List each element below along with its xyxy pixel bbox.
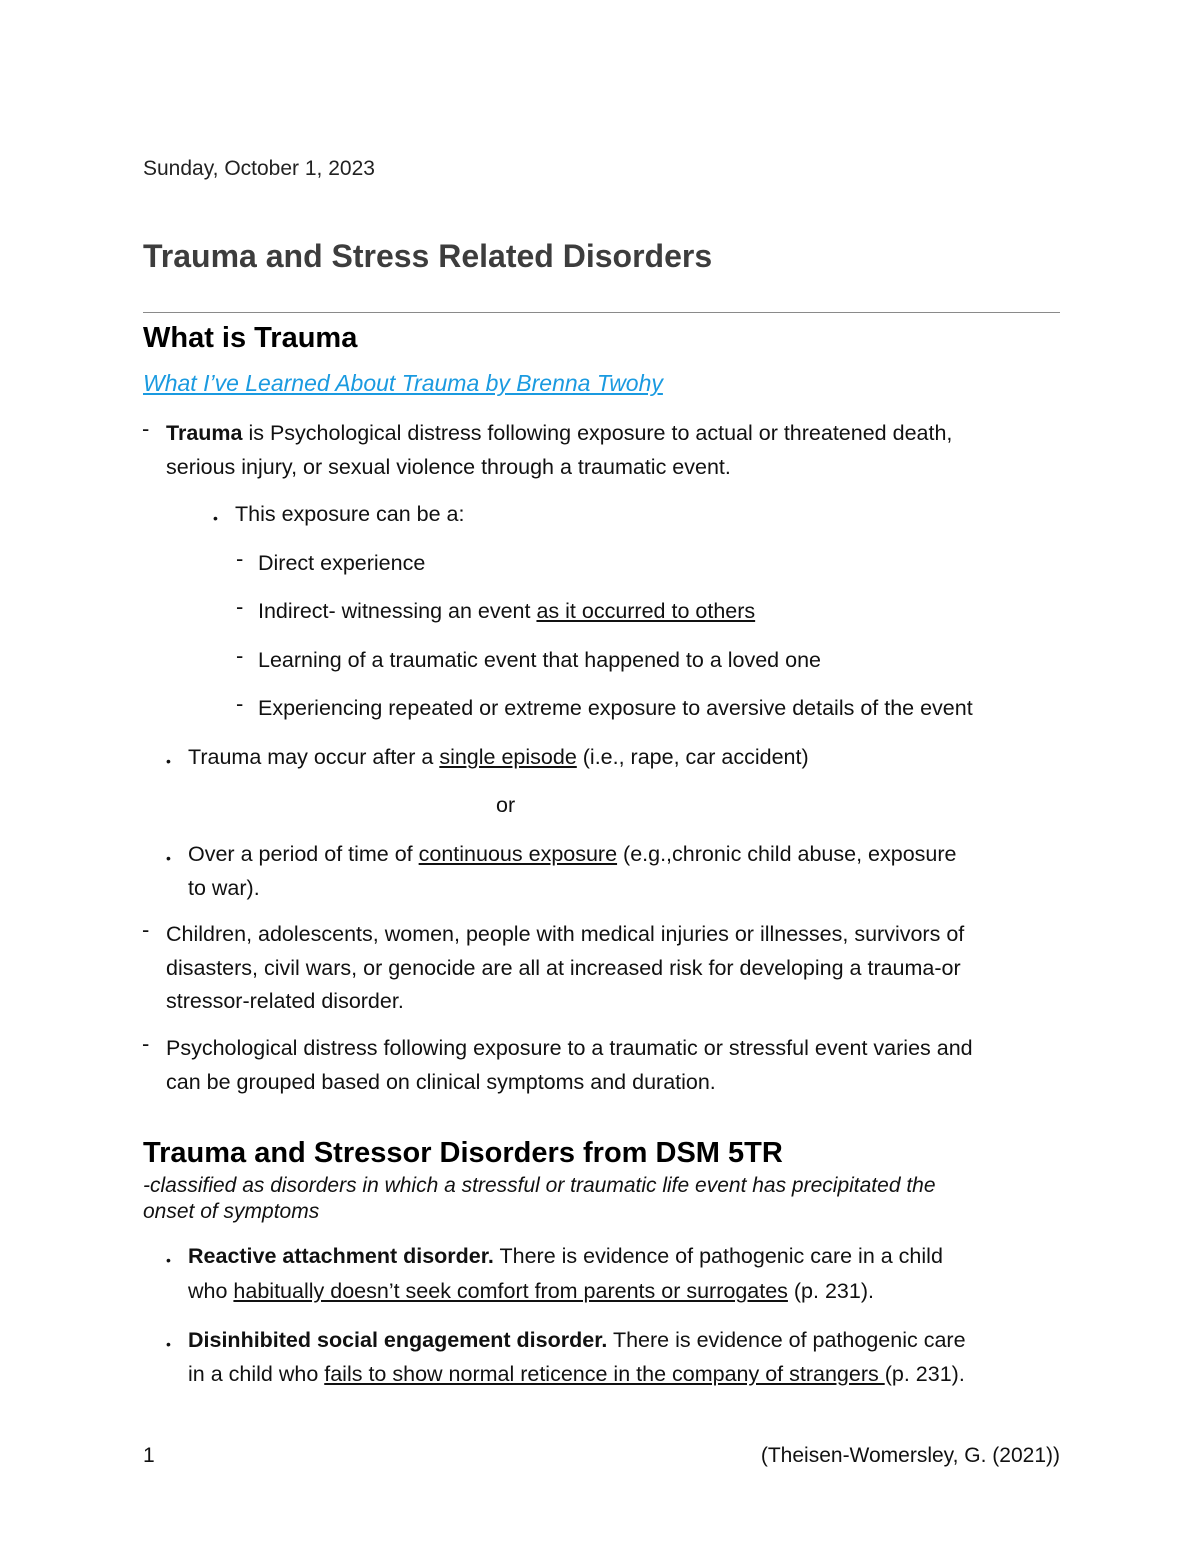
- risk-groups-line3: stressor-related disorder.: [166, 989, 404, 1013]
- continuous-exposure-text: Over a period of time of: [188, 842, 419, 866]
- dsed-description: There is evidence of pathogenic care: [607, 1328, 966, 1352]
- trauma-definition-text: is Psychological distress following exposure to actual or threatened death,: [242, 421, 953, 445]
- document-date: Sunday, October 1, 2023: [143, 157, 375, 180]
- dash-bullet-icon: -: [236, 691, 244, 716]
- risk-groups-line1: Children, adolescents, women, people with medical injuries or illnesses, survivors of: [166, 922, 965, 946]
- rad-term: Reactive attachment disorder.: [188, 1244, 494, 1268]
- dsed-page-ref: (p. 231).: [884, 1362, 965, 1386]
- bullet-icon: •: [166, 1336, 171, 1352]
- rad-line2-text: who: [188, 1279, 234, 1303]
- rad-line1: [188, 1244, 943, 1269]
- single-episode-underlined: single episode: [439, 745, 577, 769]
- or-connector: or: [496, 793, 516, 817]
- section-subtitle-line1: -classified as disorders in which a stressful or traumatic life event has precipitated the: [143, 1174, 936, 1197]
- exposure-direct: Direct experience: [258, 551, 426, 575]
- trauma-term: Trauma: [166, 421, 243, 445]
- dsed-line1: [188, 1328, 966, 1353]
- rad-description: There is evidence of pathogenic care in a child: [493, 1244, 943, 1268]
- continuous-exposure-line1: [188, 842, 956, 867]
- bullet-icon: •: [166, 1252, 171, 1268]
- section-heading-dsm-disorders: Trauma and Stressor Disorders from DSM 5TR: [143, 1137, 783, 1169]
- document-title: Trauma and Stress Related Disorders: [143, 238, 713, 274]
- bullet-icon: •: [166, 753, 171, 769]
- dsed-line2: [188, 1362, 965, 1387]
- dash-bullet-icon: -: [236, 643, 244, 668]
- title-divider: [143, 312, 1060, 313]
- section-subtitle-line2: onset of symptoms: [143, 1200, 320, 1223]
- footer-citation: (Theisen-Womersley, G. (2021)): [760, 1444, 1060, 1467]
- trauma-definition-line1: [166, 421, 952, 446]
- bullet-icon: •: [166, 850, 171, 866]
- continuous-exposure-line2: to war).: [188, 876, 260, 900]
- single-episode-item: [188, 745, 809, 770]
- rad-page-ref: (p. 231).: [787, 1279, 874, 1303]
- rad-underlined: habitually doesn’t seek comfort from parents or surrogates: [233, 1279, 788, 1303]
- page-number: 1: [143, 1444, 155, 1467]
- exposure-indirect-underlined: as it occurred to others: [536, 599, 756, 623]
- single-episode-examples: (i.e., rape, car accident): [576, 745, 809, 769]
- exposure-indirect: [258, 599, 755, 624]
- dsed-underlined: fails to show normal reticence in the company of strangers: [324, 1362, 885, 1386]
- brenna-twohy-link[interactable]: What I’ve Learned About Trauma by Brenna Twohy: [143, 370, 663, 396]
- risk-groups-line2: disasters, civil wars, or genocide are all at increased risk for developing a trauma-or: [166, 956, 961, 980]
- dsed-line2-text: in a child who: [188, 1362, 325, 1386]
- trauma-definition-line2: serious injury, or sexual violence through a traumatic event.: [166, 455, 731, 479]
- rad-line2: [188, 1279, 874, 1304]
- bullet-icon: •: [213, 510, 218, 526]
- exposure-repeated: Experiencing repeated or extreme exposure to aversive details of the event: [258, 696, 973, 720]
- dash-bullet-icon: -: [236, 546, 244, 571]
- section-heading-what-is-trauma: What is Trauma: [143, 322, 358, 354]
- dash-bullet-icon: -: [142, 1031, 150, 1056]
- exposure-intro: This exposure can be a:: [235, 502, 465, 526]
- single-episode-text: Trauma may occur after a: [188, 745, 440, 769]
- dsed-term: Disinhibited social engagement disorder.: [188, 1328, 608, 1352]
- exposure-learning: Learning of a traumatic event that happened to a loved one: [258, 648, 821, 672]
- continuous-exposure-examples: (e.g.,chronic child abuse, exposure: [617, 842, 957, 866]
- exposure-indirect-text: Indirect- witnessing an event: [258, 599, 537, 623]
- distress-line1: Psychological distress following exposure to a traumatic or stressful event varies and: [166, 1036, 973, 1060]
- dash-bullet-icon: -: [236, 594, 244, 619]
- continuous-exposure-underlined: continuous exposure: [418, 842, 618, 866]
- dash-bullet-icon: -: [142, 416, 150, 441]
- dash-bullet-icon: -: [142, 917, 150, 942]
- distress-line2: can be grouped based on clinical symptoms and duration.: [166, 1070, 716, 1094]
